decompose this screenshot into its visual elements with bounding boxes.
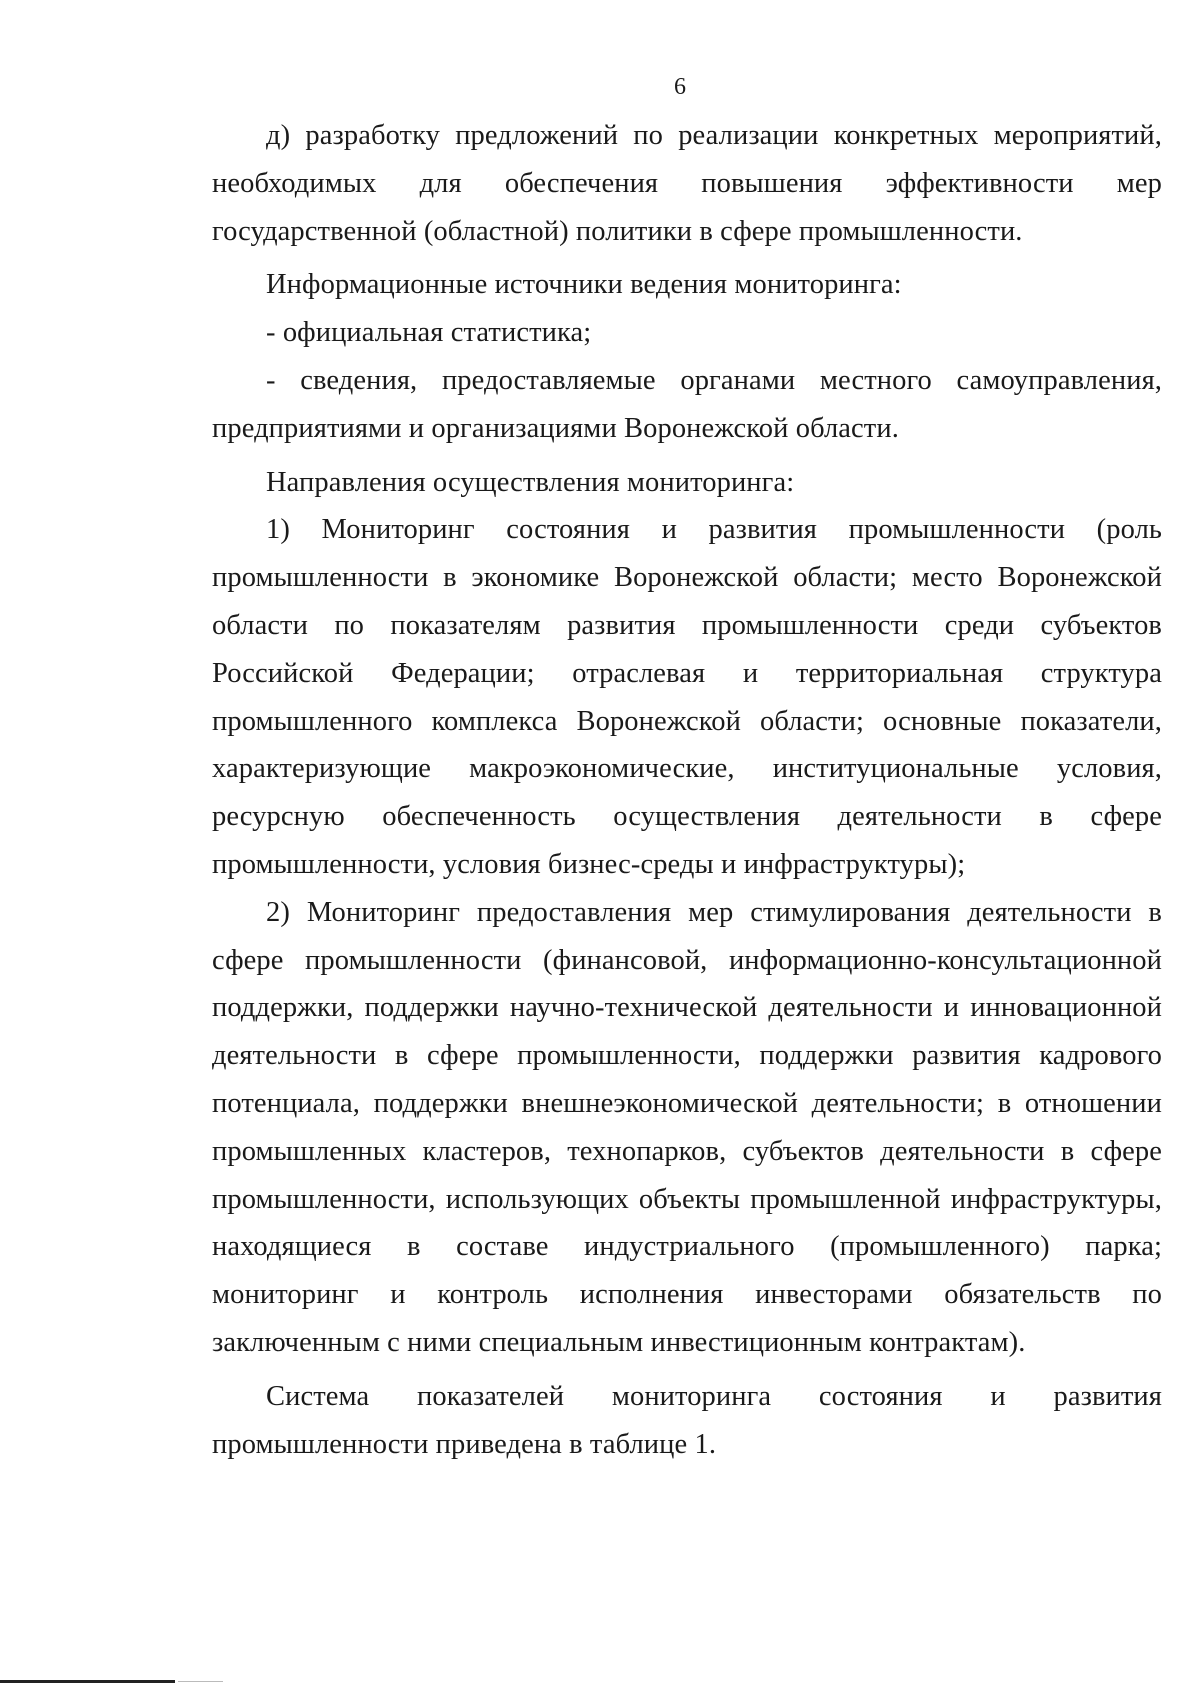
- paragraph-indicator-system: Система показателей мониторинга состояния и развития промышленности приведена в таблице 1.: [212, 1380, 1162, 1460]
- paragraph-proposals: д) разработку предложений по реализации конкретных мероприятий, необходимых для обеспечения повышения эффективности мер государственной (областной) политики в сфере промышленности.: [212, 120, 1162, 247]
- list-item-official-statistics: - официальная статистика;: [266, 317, 592, 349]
- footer-rule-faint: [178, 1681, 223, 1682]
- paragraph-directions-heading: Направления осуществления мониторинга:: [266, 466, 795, 498]
- paragraph-direction-2: 2) Мониторинг предоставления мер стимулирования деятельности в сфере промышленности (финансовой, информационно-консультационной поддержки, поддержки научно-технической деятельности и инновационной деятельности в сфере промышленности, поддержки развития кадрового потенциала, поддержки внешнеэкономической деятельности; в отношении промышленных кластеров, технопарков, субъектов деятельности в сфере промышленности, использующих объекты промышленной инфраструктуры, находящиеся в составе индустриального (промышленного) парка; мониторинг и контроль исполнения инвесторами обязательств по заключенным с ними специальным инвестиционным контрактам).: [212, 896, 1162, 1358]
- page-number: 6: [674, 74, 686, 100]
- list-item-local-government-data: - сведения, предоставляемые органами местного самоуправления, предприятиями и организациями Воронежской области.: [212, 364, 1162, 444]
- paragraph-direction-1: 1) Мониторинг состояния и развития промышленности (роль промышленности в экономике Воронежской области; место Воронежской области по показателям развития промышленности среди субъектов Российской Федерации; отраслевая и территориальная структура промышленного комплекса Воронежской области; основные показатели, характеризующие макроэкономические, институциональные условия, ресурсную обеспеченность осуществления деятельности в сфере промышленности, условия бизнес-среды и инфраструктуры);: [212, 514, 1162, 880]
- document-body: [212, 112, 1162, 1468]
- paragraph-info-sources-heading: Информационные источники ведения мониторинга:: [266, 269, 902, 301]
- footer-rule: [0, 1680, 175, 1683]
